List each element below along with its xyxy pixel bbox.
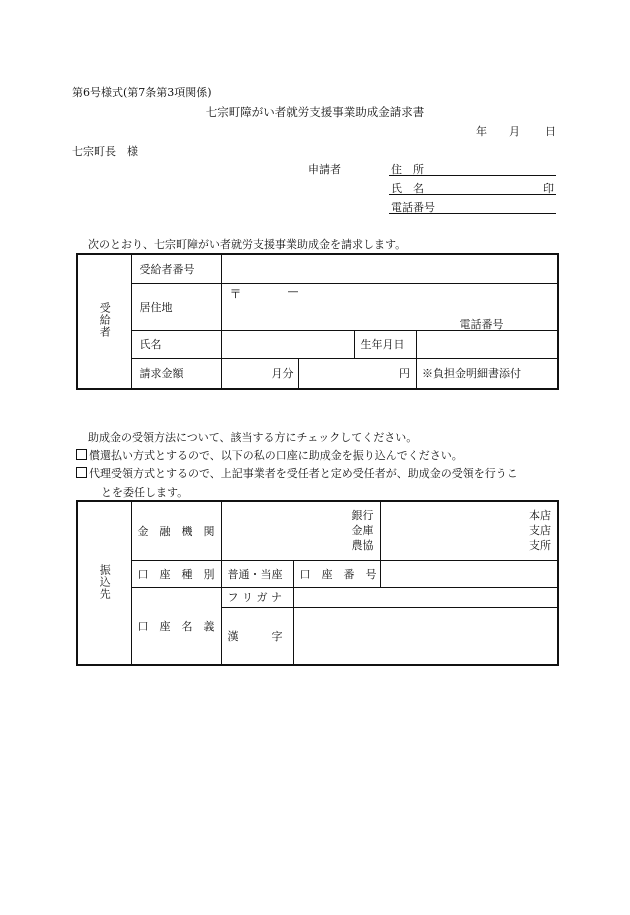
branch-type-branch: 支店 <box>529 524 551 538</box>
recipient-section-cell <box>77 254 131 389</box>
postal-dash: — <box>287 284 299 298</box>
account-type-field[interactable]: 普通・当座 <box>221 560 293 587</box>
applicant-label: 申請者 <box>308 163 341 176</box>
document-title: 七宗町障がい者就労支援事業助成金請求書 <box>205 105 425 119</box>
date-month-label: 月 <box>509 125 520 138</box>
applicant-address-field[interactable] <box>389 175 556 176</box>
amount-row <box>221 358 558 389</box>
furigana-field[interactable] <box>293 587 558 607</box>
account-type-label: 口 座 種 別 <box>131 560 221 587</box>
seal-mark: 印 <box>543 182 554 195</box>
amount-field[interactable] <box>299 359 418 388</box>
amount-label: 請求金額 <box>131 358 221 389</box>
bank-section-label: 振込先 <box>98 563 112 600</box>
date-day-label: 日 <box>545 125 556 138</box>
applicant-phone-field[interactable] <box>389 213 556 214</box>
cert-number-field[interactable] <box>221 254 558 283</box>
branch-field[interactable] <box>380 501 558 560</box>
date-year-label: 年 <box>476 125 487 138</box>
institution-field[interactable] <box>221 501 380 560</box>
proxy-text-line1: 代理受領方式とするので、上記事業者を受任者と定め受任者が、助成金の受領を行うこ <box>89 467 518 480</box>
recipient-section-label: 受給者 <box>98 301 112 338</box>
proxy-text-line2: とを委任します。 <box>101 486 189 499</box>
account-number-field[interactable] <box>380 560 558 587</box>
applicant-address-label: 住 所 <box>391 163 424 176</box>
month-unit: 月分 <box>271 366 294 380</box>
account-number-label: 口 座 番 号 <box>293 560 380 587</box>
reimbursement-checkbox[interactable] <box>76 449 87 460</box>
bank-type-shinkin: 金庫 <box>351 524 374 538</box>
applicant-name-field[interactable] <box>389 194 556 195</box>
dob-label: 生年月日 <box>354 330 416 358</box>
residence-label: 居住地 <box>131 283 221 330</box>
option-proxy <box>76 465 518 481</box>
name-field[interactable] <box>221 330 354 358</box>
bank-type-bank: 銀行 <box>351 509 374 523</box>
form-number: 第6号様式(第7条第3項関係) <box>72 86 212 99</box>
billing-month-field[interactable] <box>222 359 299 388</box>
residence-field[interactable] <box>221 283 558 330</box>
yen-unit: 円 <box>399 366 410 380</box>
furigana-label: フ リ ガ ナ <box>221 587 293 607</box>
option-reimbursement <box>76 447 463 463</box>
kanji-label: 漢 字 <box>221 607 293 665</box>
reimbursement-text: 償還払い方式とするので、以下の私の口座に助成金を振り込んでください。 <box>89 449 463 462</box>
recipient-table <box>76 253 559 390</box>
bank-type-nokyo: 農協 <box>351 539 374 553</box>
name-label: 氏名 <box>131 330 221 358</box>
dob-field[interactable] <box>416 330 558 358</box>
branch-type-head: 本店 <box>529 509 551 523</box>
applicant-name-label: 氏 名 <box>391 182 424 195</box>
cert-number-label: 受給者番号 <box>131 254 221 283</box>
kanji-field[interactable] <box>293 607 558 665</box>
addressee: 七宗町長 様 <box>72 145 138 158</box>
method-instruction: 助成金の受領方法について、該当する方にチェックしてください。 <box>88 431 418 444</box>
attachment-note: ※負担金明細書添付 <box>422 366 521 380</box>
applicant-phone-label: 電話番号 <box>391 201 435 214</box>
bank-table <box>76 500 559 666</box>
residence-phone-label: 電話番号 <box>459 317 504 331</box>
branch-type-sub: 支所 <box>529 539 551 553</box>
institution-label: 金 融 機 関 <box>131 501 221 560</box>
bank-section-cell <box>77 501 131 665</box>
account-name-label: 口 座 名 義 <box>131 587 221 665</box>
postal-mark: 〒 <box>229 286 242 301</box>
intro-text: 次のとおり、七宗町障がい者就労支援事業助成金を請求します。 <box>88 238 407 251</box>
proxy-checkbox[interactable] <box>76 467 87 478</box>
